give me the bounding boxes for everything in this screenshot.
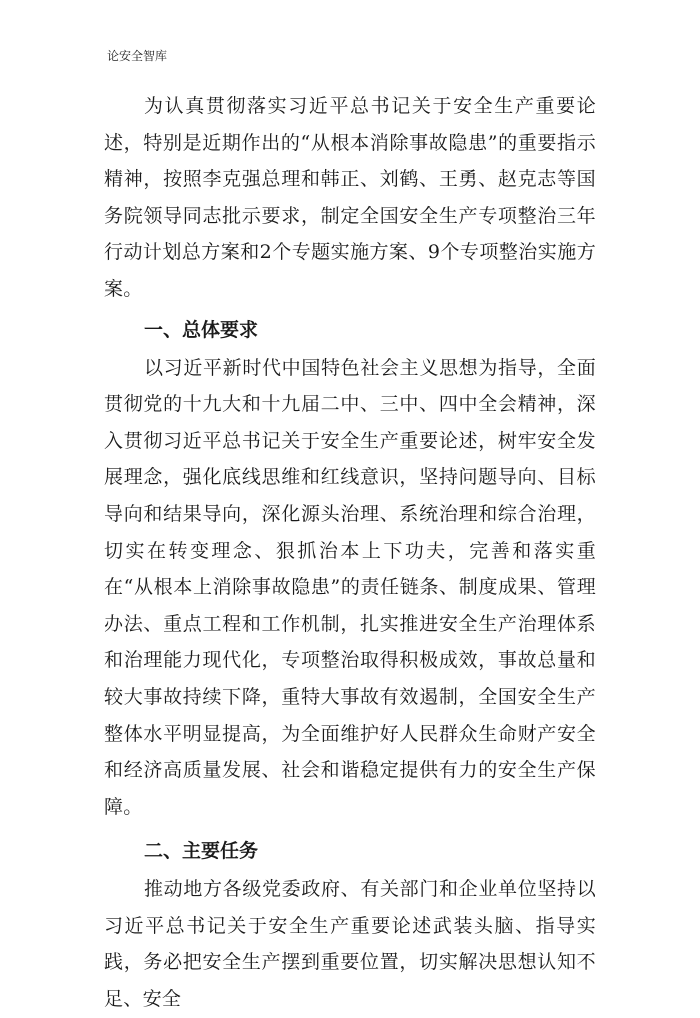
document-body xyxy=(104,88,596,1018)
section-heading-main-tasks: 二、主要任务 xyxy=(144,840,259,863)
section-heading-general-requirements: 一、总体要求 xyxy=(144,318,259,341)
intro-paragraph: 为认真贯彻落实习近平总书记关于安全生产重要论述，特别是近期作出的“从根本消除事故隐患”的重要指示精神，按照李克强总理和韩正、刘鹤、王勇、赵克志等国务院领导同志批示要求，制定全国安全生产专项整治三年行动计划总方案和2个专题实施方案、9个专项整治实施方案。 xyxy=(104,95,596,300)
main-tasks-paragraph: 推动地方各级党委政府、有关部门和企业单位坚持以习近平总书记关于安全生产重要论述武装头脑、指导实践，务必把安全生产摆到重要位置，切实解决思想认知不足、安全 xyxy=(104,878,596,1011)
general-requirements-paragraph: 以习近平新时代中国特色社会主义思想为指导，全面贯彻党的十九大和十九届二中、三中、四中全会精神，深入贯彻习近平总书记关于安全生产重要论述，树牢安全发展理念，强化底线思维和红线意识，坚持问题导向、目标导向和结果导向，深化源头治理、系统治理和综合治理，切实在转变理念、狠抓治本上下功夫，完善和落实重在“从根本上消除事故隐患”的责任链条、制度成果、管理办法、重点工程和工作机制，扎实推进安全生产治理体系和治理能力现代化，专项整治取得积极成效，事故总量和较大事故持续下降，重特大事故有效遏制，全国安全生产整体水平明显提高，为全面维护好人民群众生命财产安全和经济高质量发展、社会和谐稳定提供有力的安全生产保障。 xyxy=(104,356,596,818)
page-header: 论安全智库 xyxy=(107,49,168,63)
